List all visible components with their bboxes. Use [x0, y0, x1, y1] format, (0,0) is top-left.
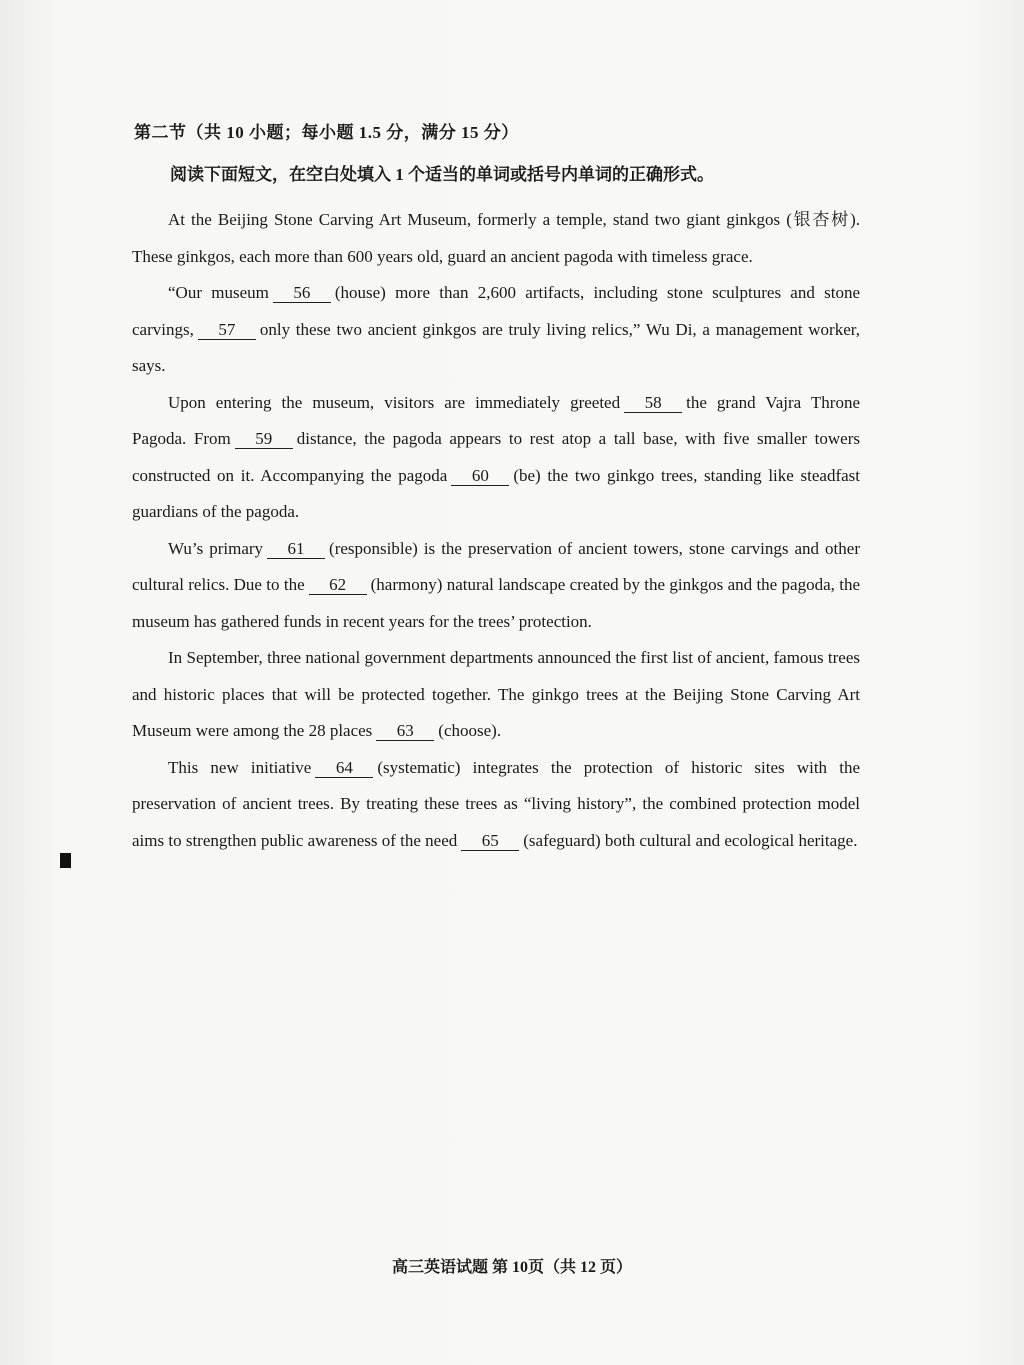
paragraph-text: distance, the pagoda appears to rest atop a tall base, with five smaller towers constructed on it. Accompanying the pagoda [132, 429, 860, 485]
paragraph-text: Upon entering the museum, visitors are immediately greeted [168, 392, 621, 412]
paragraph-text: only these two ancient ginkgos are truly living relics,” Wu Di, a management worker, says. [132, 319, 860, 375]
blank-56: 56 [273, 284, 331, 303]
paragraph-text: “Our museum [168, 283, 269, 302]
paragraph-text: This new initiative [168, 757, 312, 777]
blank-65: 65 [461, 832, 519, 851]
paragraph-2 [132, 275, 860, 385]
paragraph-5 [132, 640, 860, 750]
paragraph-4 [132, 531, 860, 641]
blank-60: 60 [451, 467, 509, 486]
section-title: 第二节（共 10 小题；每小题 1.5 分，满分 15 分） [134, 123, 519, 142]
blank-59: 59 [235, 430, 293, 449]
page-footer: 高三英语试题 第 10页（共 12 页） [391, 1259, 632, 1276]
paragraph-text: (responsible) is the preservation of ancient towers, stone carvings and other cultural relics. Due to the [132, 538, 860, 594]
passage-content [132, 120, 860, 859]
paragraph-text: (choose). [438, 721, 502, 740]
paragraph-text: At the Beijing Stone Carving Art Museum, formerly a temple, stand two giant ginkgos (银杏树). These ginkgos, each more than 600 years old, guard an ancient pagoda with timeless grace. [132, 210, 860, 266]
paragraph-text: (harmony) natural landscape created by the ginkgos and the pagoda, the museum has gathered funds in recent years for the trees’ protection. [132, 575, 860, 631]
paragraph-1 [132, 202, 860, 275]
paragraph-text: the grand Vajra Throne Pagoda. From [132, 392, 860, 448]
blank-61: 61 [267, 540, 325, 559]
paragraph-text: Wu’s primary [168, 538, 264, 558]
blank-62: 62 [309, 576, 367, 595]
blank-63: 63 [376, 722, 434, 741]
paragraph-text: (systematic) integrates the protection of historic sites with the preservation of ancient trees. By treating these trees as “living history”, the combined protection model aims to strengthen public awareness of the need [132, 757, 860, 850]
paragraph-text: (be) the two ginkgo trees, standing like steadfast guardians of the pagoda. [132, 465, 860, 521]
instruction: 阅读下面短文，在空白处填入 1 个适当的单词或括号内单词的正确形式。 [170, 165, 714, 184]
blank-57: 57 [198, 321, 256, 340]
margin-marker [60, 853, 71, 868]
paragraph-text: In September, three national government departments announced the first list of ancient, famous trees and historic places that will be protected together. The ginkgo trees at the Beijing Stone Carving Art Museum were among the 28 places [132, 648, 860, 740]
paragraph-3 [132, 385, 860, 531]
paragraph-6 [132, 750, 860, 860]
paragraph-text: (house) more than 2,600 artifacts, including stone sculptures and stone carvings, [132, 283, 860, 339]
blank-64: 64 [315, 759, 373, 778]
paragraph-text: (safeguard) both cultural and ecological heritage. [523, 830, 858, 850]
blank-58: 58 [624, 394, 682, 413]
